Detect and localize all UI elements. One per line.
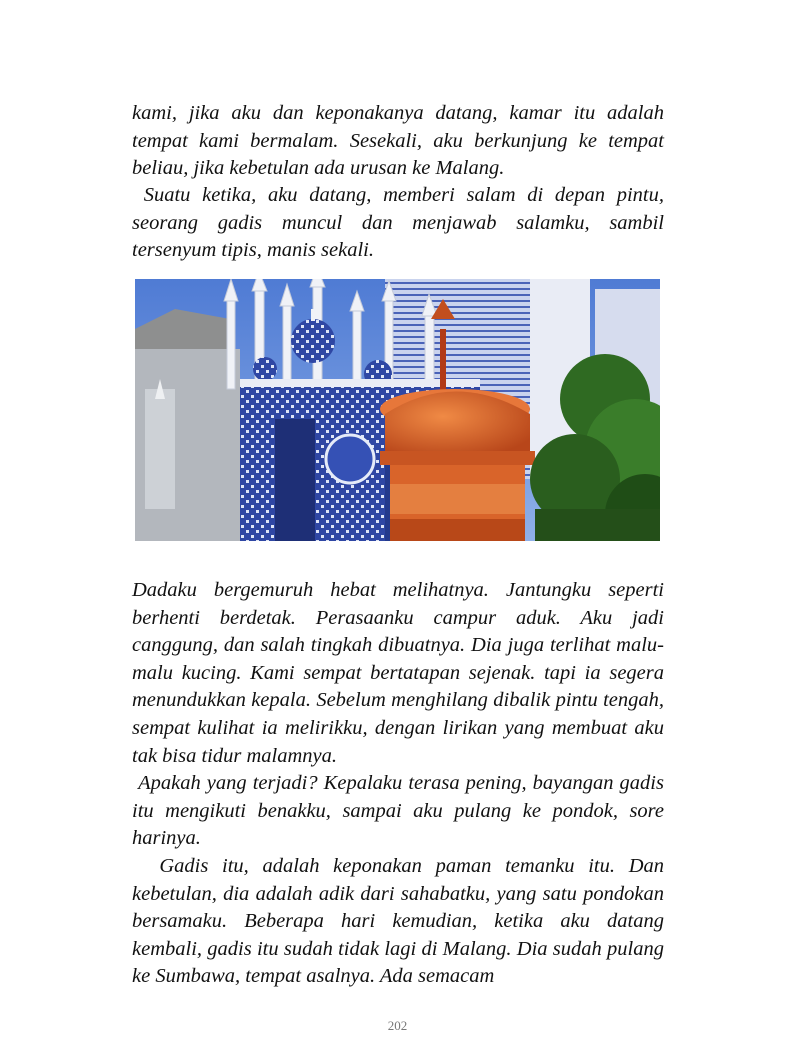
paragraph-2: Suatu ketika, aku datang, memberi salam di depan pintu, seorang gadis muncul dan menjawab salamku, sambil tersenyum tipis, manis sekali. xyxy=(132,184,664,262)
grey-building xyxy=(135,309,240,541)
page-number: 202 xyxy=(387,1018,408,1033)
mosque-photo xyxy=(135,279,660,541)
paragraph-5: Gadis itu, adalah keponakan paman temanku itu. Dan kebetulan, dia adalah adik dari sahabatku, yang satu pondokan bersamaku. Beberapa hari kemudian, ketika aku datang kembali, gadis itu sudah tidak lagi di Malang. Dia sudah pulang ke Sumbawa, tempat asalnya. Ada semacam xyxy=(132,855,664,988)
paragraph-4: Apakah yang terjadi? Kepalaku terasa pening, bayangan gadis itu mengikuti benakku, sampai aku pulang ke pondok, sore harinya. xyxy=(132,772,664,850)
paragraph-3: Dadaku bergemuruh hebat melihatnya. Jantungku seperti berhenti berdetak. Perasaanku campur aduk. Aku jadi canggung, dan salah tingkah dibuatnya. Dia juga terlihat malu-malu kucing. Kami sempat bertatapan sejenak. tapi ia segera menundukkan kepala. Sebelum menghilang dibalik pintu tengah, sempat kulihat ia melirikku, dengan lirikan yang membuat aku tak bisa tidur malamnya. xyxy=(132,579,664,767)
paragraph-1: kami, jika aku dan keponakanya datang, kamar itu adalah tempat kami bermalam. Sesekali, aku berkunjung ke tempat beliau, jika kebetulan ada urusan ke Malang. xyxy=(132,102,664,180)
